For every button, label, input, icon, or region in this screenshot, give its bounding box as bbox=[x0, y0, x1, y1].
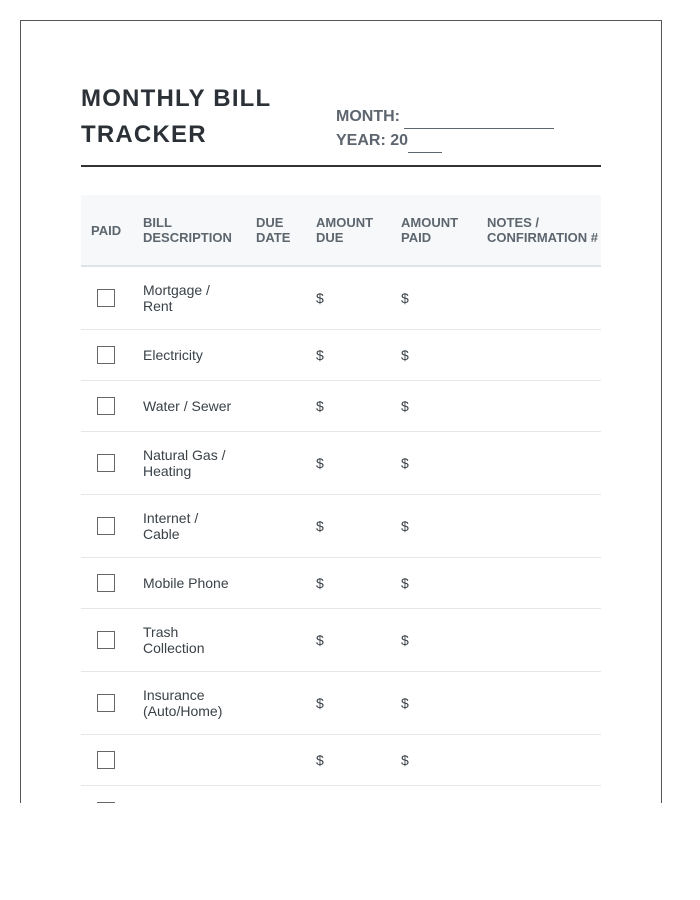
column-header: PAID bbox=[91, 222, 122, 238]
amount-due[interactable]: $ bbox=[316, 631, 324, 648]
bill-description: Internet / Cable bbox=[143, 509, 199, 542]
year-label: YEAR: 20 bbox=[336, 132, 409, 149]
paid-checkbox[interactable] bbox=[97, 574, 115, 592]
due-date[interactable] bbox=[246, 329, 306, 380]
amount-due[interactable]: $ bbox=[316, 346, 324, 363]
due-date[interactable] bbox=[246, 557, 306, 608]
due-date[interactable] bbox=[246, 494, 306, 557]
paid-checkbox[interactable] bbox=[97, 751, 115, 769]
due-date[interactable] bbox=[246, 785, 306, 803]
table-row bbox=[81, 671, 601, 734]
notes[interactable] bbox=[477, 329, 601, 380]
paid-checkbox[interactable] bbox=[97, 397, 115, 415]
table-row bbox=[81, 608, 601, 671]
paid-checkbox[interactable] bbox=[97, 802, 115, 803]
paid-checkbox[interactable] bbox=[97, 694, 115, 712]
table-row bbox=[81, 785, 601, 803]
amount-due[interactable]: $ bbox=[316, 517, 324, 534]
column-header: AMOUNT PAID bbox=[401, 215, 459, 245]
paid-checkbox[interactable] bbox=[97, 454, 115, 472]
amount-paid[interactable]: $ bbox=[401, 454, 409, 471]
amount-due[interactable]: $ bbox=[316, 694, 324, 711]
notes[interactable] bbox=[477, 608, 601, 671]
amount-paid[interactable]: $ bbox=[401, 346, 409, 363]
amount-due[interactable]: $ bbox=[316, 574, 324, 591]
amount-paid[interactable]: $ bbox=[401, 574, 409, 591]
bill-description: Water / Sewer bbox=[143, 397, 232, 414]
bill-description: Electricity bbox=[143, 346, 203, 363]
bill-description bbox=[133, 785, 246, 803]
amount-paid[interactable]: $ bbox=[401, 751, 409, 768]
month-label: MONTH: bbox=[336, 108, 400, 125]
amount-due[interactable]: $ bbox=[316, 751, 324, 768]
table-header-row bbox=[81, 195, 601, 266]
bill-description: Mobile Phone bbox=[143, 574, 229, 591]
amount-due[interactable]: $ bbox=[316, 397, 324, 414]
bill-table bbox=[81, 195, 601, 803]
table-row bbox=[81, 494, 601, 557]
column-header: AMOUNT DUE bbox=[316, 215, 374, 245]
notes[interactable] bbox=[477, 557, 601, 608]
amount-paid[interactable] bbox=[391, 785, 477, 803]
bill-tracker-sheet bbox=[20, 20, 662, 803]
title-line-2: TRACKER bbox=[81, 121, 207, 148]
column-header: BILL DESCRIPTION bbox=[143, 215, 232, 245]
paid-checkbox[interactable] bbox=[97, 346, 115, 364]
bill-description bbox=[133, 734, 246, 785]
table-row bbox=[81, 431, 601, 494]
month-year-block bbox=[336, 105, 554, 153]
bill-description: Natural Gas / Heating bbox=[143, 446, 226, 479]
month-row bbox=[336, 105, 554, 129]
due-date[interactable] bbox=[246, 608, 306, 671]
paid-checkbox[interactable] bbox=[97, 289, 115, 307]
month-blank[interactable] bbox=[404, 111, 554, 129]
notes[interactable] bbox=[477, 785, 601, 803]
due-date[interactable] bbox=[246, 431, 306, 494]
notes[interactable] bbox=[477, 671, 601, 734]
column-header: DUE DATE bbox=[256, 215, 291, 245]
column-header: NOTES / CONFIRMATION # bbox=[487, 215, 598, 245]
due-date[interactable] bbox=[246, 380, 306, 431]
table-row bbox=[81, 734, 601, 785]
year-row bbox=[336, 129, 554, 153]
notes[interactable] bbox=[477, 380, 601, 431]
due-date[interactable] bbox=[246, 266, 306, 329]
bill-description: Trash Collection bbox=[143, 623, 205, 656]
amount-paid[interactable]: $ bbox=[401, 517, 409, 534]
bill-description: Mortgage / Rent bbox=[143, 281, 210, 314]
amount-paid[interactable]: $ bbox=[401, 397, 409, 414]
table-row bbox=[81, 266, 601, 329]
year-blank[interactable] bbox=[408, 135, 442, 153]
notes[interactable] bbox=[477, 431, 601, 494]
paid-checkbox[interactable] bbox=[97, 631, 115, 649]
notes[interactable] bbox=[477, 494, 601, 557]
paid-checkbox[interactable] bbox=[97, 517, 115, 535]
table-row bbox=[81, 557, 601, 608]
bill-description: Insurance (Auto/Home) bbox=[143, 686, 223, 719]
amount-paid[interactable]: $ bbox=[401, 631, 409, 648]
notes[interactable] bbox=[477, 266, 601, 329]
amount-due[interactable] bbox=[306, 785, 391, 803]
title-line-1: MONTHLY BILL bbox=[81, 85, 272, 112]
amount-paid[interactable]: $ bbox=[401, 289, 409, 306]
due-date[interactable] bbox=[246, 734, 306, 785]
table-row bbox=[81, 329, 601, 380]
due-date[interactable] bbox=[246, 671, 306, 734]
table-row bbox=[81, 380, 601, 431]
amount-paid[interactable]: $ bbox=[401, 694, 409, 711]
amount-due[interactable]: $ bbox=[316, 289, 324, 306]
page-title bbox=[81, 81, 311, 153]
amount-due[interactable]: $ bbox=[316, 454, 324, 471]
header bbox=[81, 21, 601, 167]
notes[interactable] bbox=[477, 734, 601, 785]
